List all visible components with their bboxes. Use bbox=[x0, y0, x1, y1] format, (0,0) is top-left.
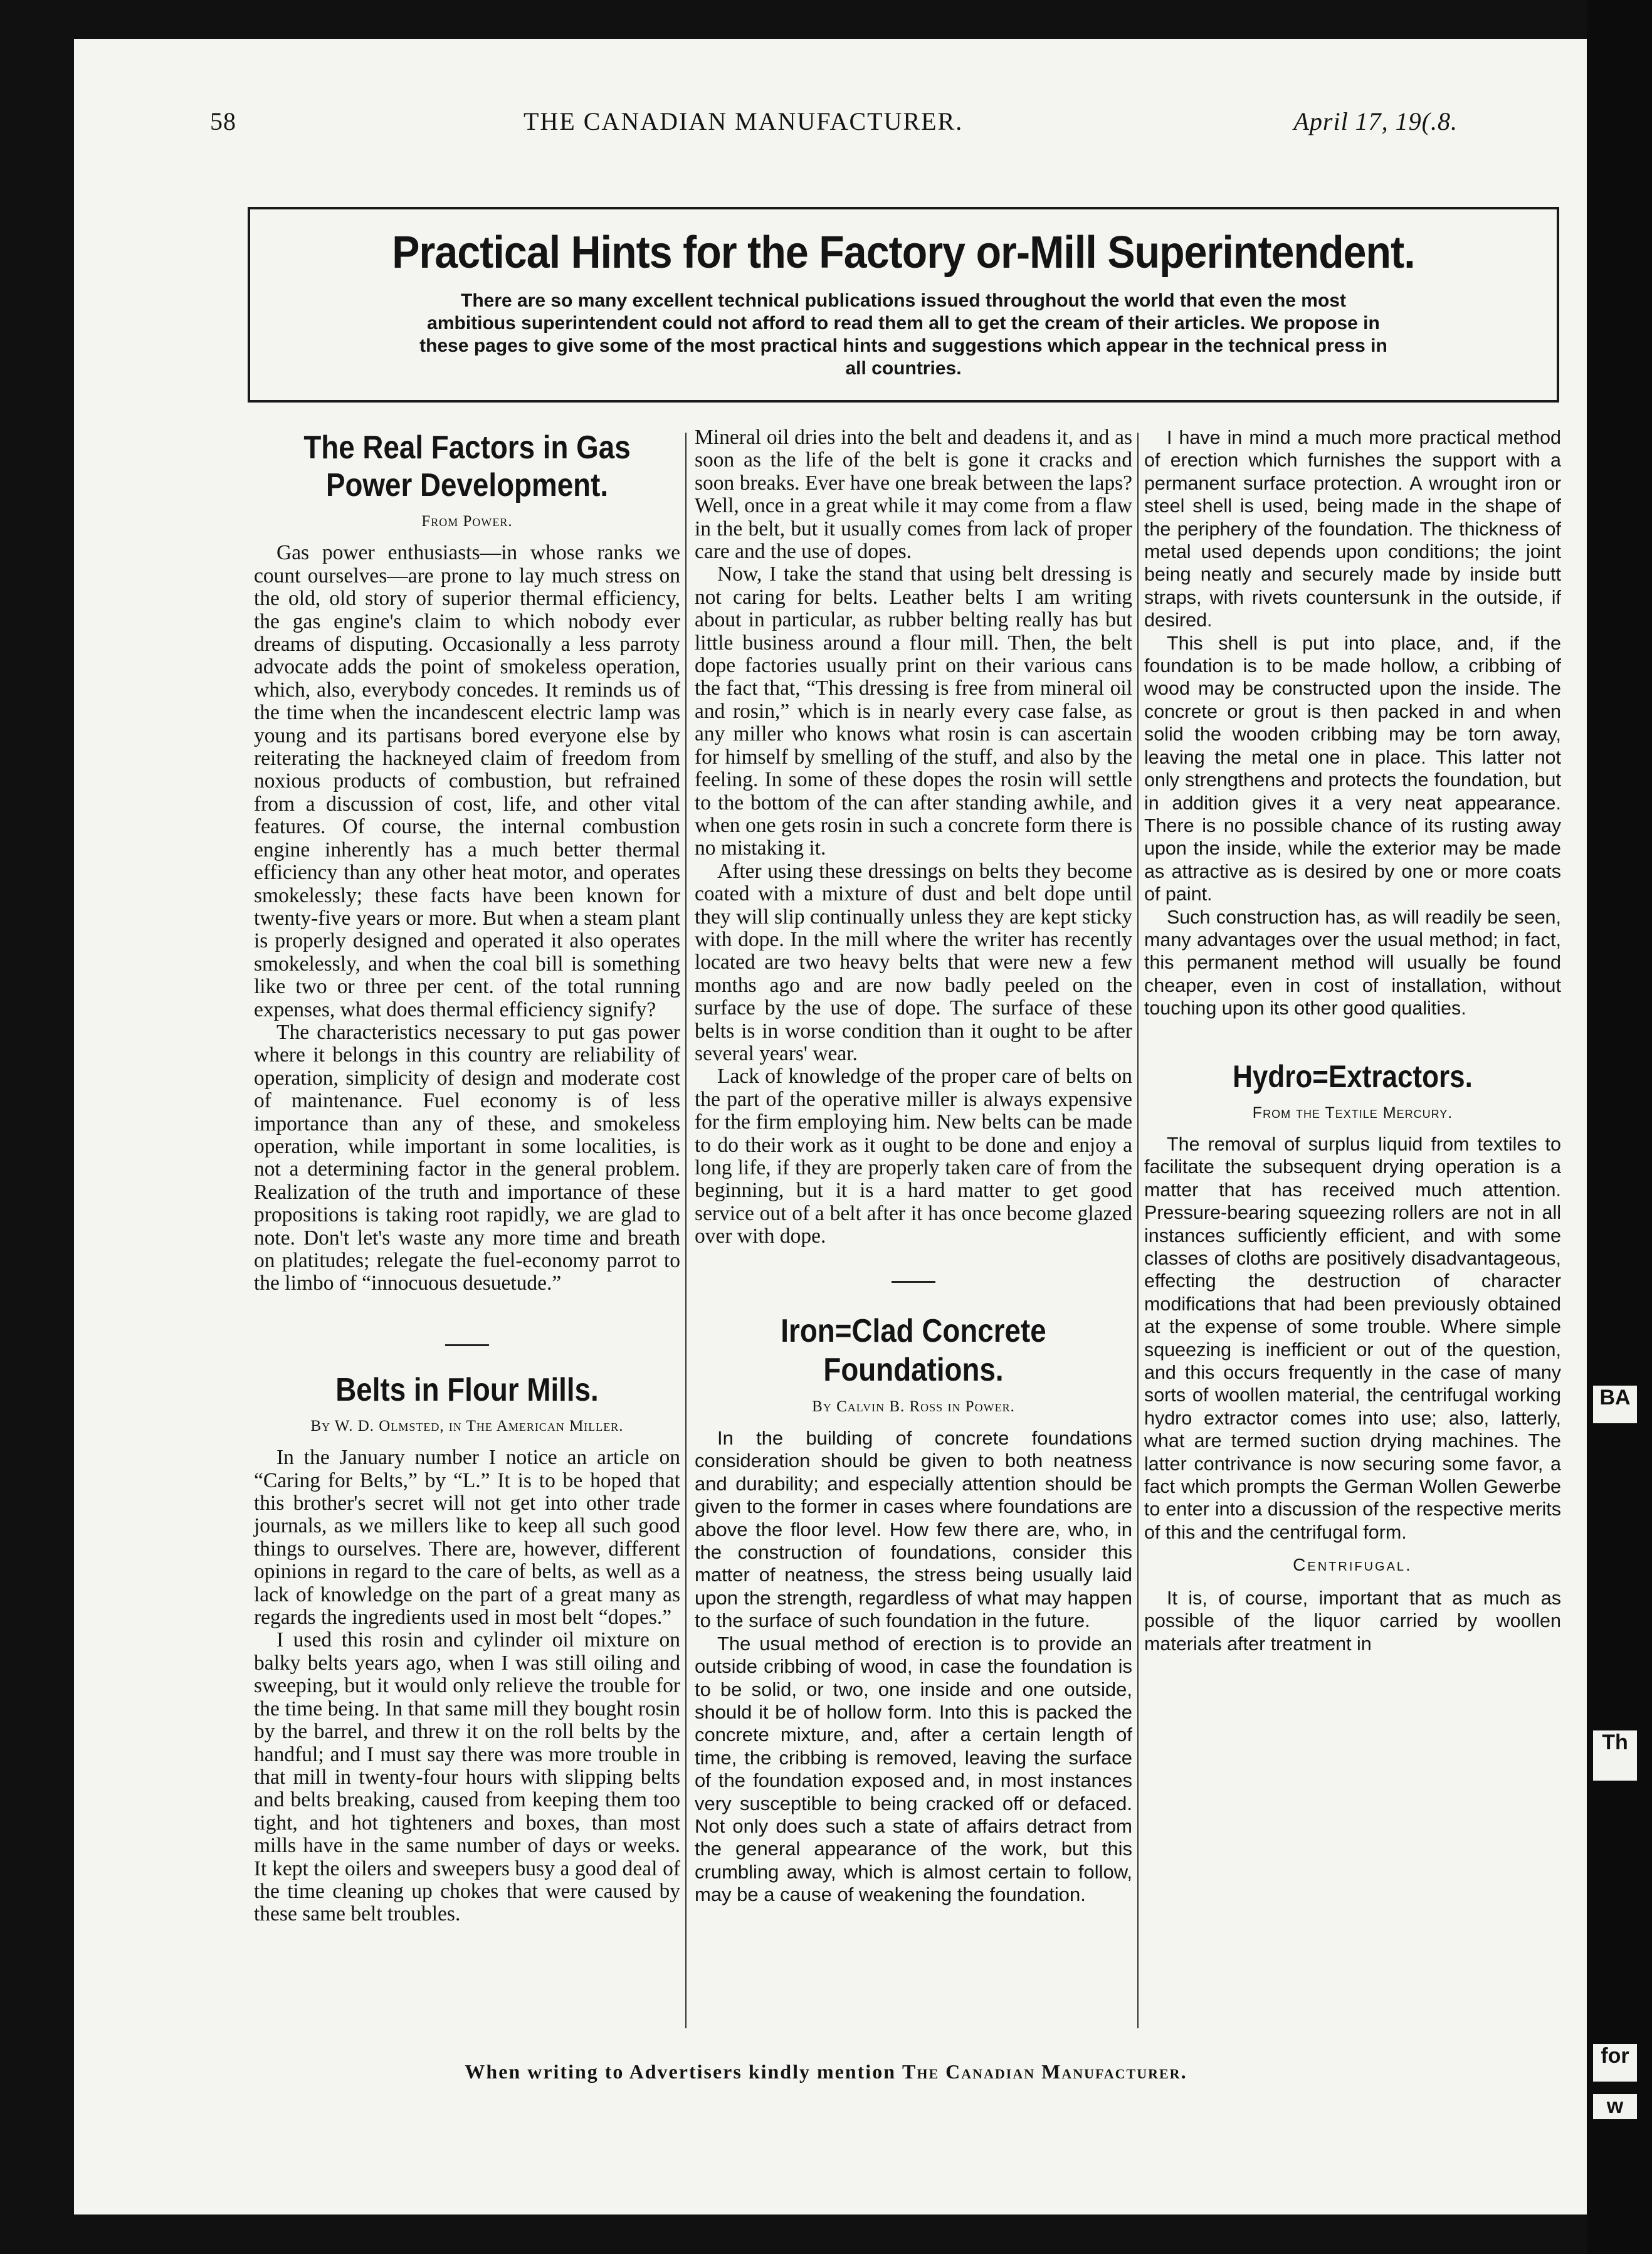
column-1 bbox=[254, 426, 680, 2038]
article-title: Belts in Flour Mills. bbox=[335, 1371, 599, 1408]
article-source: By Calvin B. Ross in Power. bbox=[812, 1398, 1015, 1415]
article-belts bbox=[254, 1371, 680, 1926]
section-intro: There are so many excellent technical publications issued throughout the world that even the most ambitious superintendent could not afford to read them all to get the cream of their articles. We propose in these pages to give some of the most practical hints and suggestions which appear in the technical press in all countries. bbox=[419, 290, 1387, 379]
column-3 bbox=[1144, 426, 1561, 2038]
section-title: Practical Hints for the Factory or-Mill Superintendent. bbox=[392, 228, 1415, 278]
article-paragraph: Lack of knowledge of the proper care of belts on the part of the operative miller is always expensive for the firm employing him. New belts can be made to do their work as it ought to be done and enjoy a long life, if they are properly taken care of from the beginning, but it is a hard matter to get good service out of a belt after it has once become glazed over with dope. bbox=[695, 1065, 1132, 1248]
article-paragraph: After using these dressings on belts they become coated with a mixture of dust and belt dope until they will slip continually unless they are kept sticky with dope. In the mill where the writer has recently located are two heavy belts that were new a few months ago and are now badly peeled on the surface by the use of dope. The surface of these belts is in worse condition than it ought to be after several years' wear. bbox=[695, 859, 1132, 1065]
column-2 bbox=[695, 426, 1132, 2038]
article-gas-power bbox=[254, 429, 680, 1295]
article-title: Iron=Clad Concrete Foundations. bbox=[781, 1312, 1046, 1388]
page-number: 58 bbox=[210, 107, 236, 135]
article-paragraph: I used this rosin and cylinder oil mixture on balky belts years ago, when I was still oiling and sweeping, but it would only relieve the trouble for the time being. In that same mill they bought rosin by the barrel, and threw it on the roll belts by the handful; and I must say there was more trouble in that mill in twenty-four hours with slipping belts and belts breaking, caused from keeping them too tight, and hot tighteners and boxes, than most mills have in the same number of days or weeks. It kept the oilers and sweepers busy a good deal of the time cleaning up chokes that were caused by these same belt troubles. bbox=[254, 1628, 680, 1926]
article-paragraph: The removal of surplus liquid from textiles to facilitate the subsequent drying operation is a matter that has received much attention. Pressure-bearing squeezing rollers are not in all instances sufficiently efficient, and with some classes of cloths are positively disadvantageous, effecting the destruction of character modifications that had been previously obtained at the expense of some trouble. Where simple squeezing is inefficient or out of the question, and this occurs frequently in the case of many sorts of woollen material, the centrifugal working hydro extractor comes into use; also, latterly, what are termed suction drying machines. The latter contrivance is now securing some favor, a fact which prompts the German Wollen Gewerbe to enter into a discussion of the respective merits of this and the centrifugal form. bbox=[1144, 1133, 1561, 1543]
footer-publication: The Canadian Manufacturer. bbox=[902, 2060, 1187, 2083]
masthead: THE CANADIAN MANUFACTURER. bbox=[523, 107, 964, 135]
article-title: The Real Factors in Gas Power Development. bbox=[303, 429, 631, 503]
article-paragraph: Such construction has, as will readily be seen, many advantages over the usual method; in fact, this permanent method will usually be found cheaper, even in cost of installation, without touching upon its other good qualities. bbox=[1144, 906, 1561, 1019]
article-paragraph: This shell is put into place, and, if the foundation is to be made hollow, a cribbing of wood may be constructed upon the inside. The concrete or grout is then packed in and when solid the wooden cribbing may be torn away, leaving the metal one in place. This latter not only strengthens and protects the foundation, but in addition gives it a very neat appearance. There is no possible chance of its rusting away upon the inside, while the exterior may be made as attractive as is desired by one or more coats of paint. bbox=[1144, 632, 1561, 905]
running-head bbox=[210, 107, 1458, 144]
article-source: From Power. bbox=[421, 513, 513, 530]
edge-fragment: Th bbox=[1593, 1730, 1637, 1781]
article-paragraph: In the building of concrete foundations consideration should be given to both neatness and durability; and especially attention should be given to the former in cases where foundations are above the floor level. How few there are, who, in the construction of foundations, consider this matter of neatness, the stress being usually laid upon the strength, regardless of what may happen to the surface of such foundation in the future. bbox=[695, 1427, 1132, 1632]
footer-text: When writing to Advertisers kindly mention bbox=[465, 2060, 902, 2083]
article-paragraph: Mineral oil dries into the belt and deadens it, and as soon as the life of the belt is gone it cracks and soon breaks. Ever have one break between the laps? Well, once in a great while it may come from a flaw in the belt, but it usually comes from lack of proper care and the use of dopes. bbox=[695, 426, 1132, 564]
article-paragraph: Now, I take the stand that using belt dressing is not caring for belts. Leather belts I am writing about in particular, as rubber belting really has but little business around a flour mill. Then, the belt dope factories usually print on their various cans the fact that, “This dressing is free from mineral oil and rosin,” which is in nearly every case false, as any miller who knows what rosin is can ascertain for himself by smelling of the stuff, and also by the feeling. In some of these dopes the rosin will settle to the bottom of the can after standing awhile, and when one gets rosin in such a concrete form there is no mistaking it. bbox=[695, 562, 1132, 860]
issue-date: April 17, 19(.8. bbox=[1293, 107, 1458, 135]
article-separator bbox=[445, 1344, 489, 1346]
edge-fragment: BA bbox=[1593, 1386, 1637, 1423]
article-paragraph: It is, of course, important that as much as possible of the liquor carried by woollen materials after treatment in bbox=[1144, 1587, 1561, 1655]
article-paragraph: Gas power enthusiasts—in whose ranks we count ourselves—are prone to lay much stress on the old, old story of superior thermal efficiency, the gas engine's claim to which nobody ever dreams of disputing. Occasionally a less parroty advocate adds the point of smokeless operation, which, also, everybody concedes. It reminds us of the time when the incandescent electric lamp was young and its partisans bored everyone else by reiterating the hackneyed claim of freedom from noxious products of combustion, but refrained from a discussion of cost, life, and other vital features. Of course, the internal combustion engine inherently has a much better thermal efficiency than any other heat motor, and operates smokelessly; these facts have been known for twenty-five years or more. But when a steam plant is properly designed and operated it also operates smokelessly, and when the coal bill is something like two or three per cent. of the total running expenses, what does thermal efficiency signify? bbox=[254, 541, 680, 1021]
adjacent-page-edge bbox=[1587, 0, 1652, 2254]
column-rule bbox=[685, 433, 687, 2028]
article-paragraph: The characteristics necessary to put gas power where it belongs in this country are reliability of operation, simplicity of design and moderate cost of maintenance. Fuel economy is of less importance than any of these, and smokeless operation, while important in some localities, is not a determining factor in the general problem. Realization of the truth and importance of these propositions is taking root rapidly, we are glad to note. Don't let's waste any more time and breath on platitudes; relegate the fuel-economy parrot to the limbo of “innocuous desuetude.” bbox=[254, 1020, 680, 1295]
article-title: Hydro=Extractors. bbox=[1233, 1058, 1473, 1094]
article-paragraph: In the January number I notice an article on “Caring for Belts,” by “L.” It is to be hoped that this brother's secret will not get into other trade journals, as we millers like to keep all such good things to ourselves. There are, however, different opinions in regard to the care of belts, as well as a lack of knowledge on the part of a great many as regards the ingredients used in most belt “dopes.” bbox=[254, 1446, 680, 1630]
article-subhead: Centrifugal. bbox=[1293, 1555, 1413, 1575]
article-paragraph: The usual method of erection is to provide an outside cribbing of wood, in case the foundation is to be solid, or two, one inside and one outside, should it be of hollow form. Into this is packed the concrete mixture, and, after a certain length of time, the cribbing is removed, leaving the surface of the foundation exposed and, in most instances very susceptible to being cracked off or defaced. Not only does such a state of affairs detract from the general appearance of the work, but this crumbling away, which is almost certain to follow, may be a cause of weakening the foundation. bbox=[695, 1632, 1132, 1906]
article-hydro-extractors bbox=[1144, 1058, 1561, 1655]
edge-fragment: for bbox=[1593, 2044, 1637, 2082]
column-rule bbox=[1137, 433, 1139, 2028]
footer-notice bbox=[0, 2060, 1652, 2083]
practical-hints-box bbox=[248, 207, 1559, 403]
article-source: By W. D. Olmsted, in The American Miller. bbox=[310, 1417, 624, 1435]
article-paragraph: I have in mind a much more practical method of erection which furnishes the support with a permanent surface protection. A wrought iron or steel shell is used, being made in the shape of the periphery of the foundation. The thickness of metal used depends upon conditions; the joint being neatly and securely made by inside butt straps, with rivets countersunk in the outside, if desired. bbox=[1144, 427, 1561, 631]
article-separator bbox=[892, 1281, 935, 1283]
edge-fragment: w bbox=[1593, 2094, 1637, 2119]
article-source: From the Textile Mercury. bbox=[1252, 1103, 1453, 1122]
article-iron-clad bbox=[695, 1312, 1132, 1907]
